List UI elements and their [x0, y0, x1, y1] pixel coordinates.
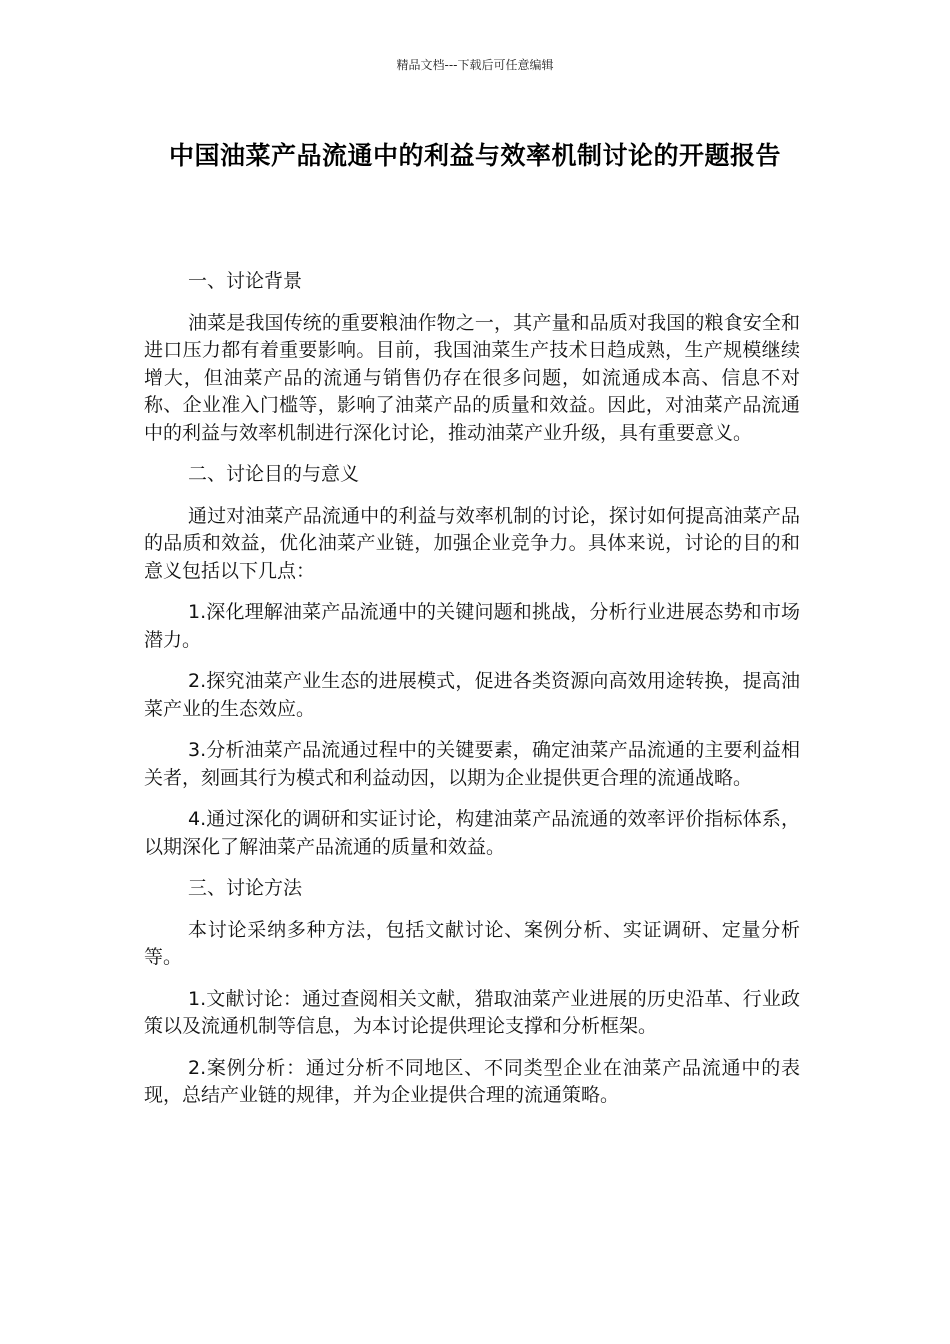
page-header: 精品文档---下载后可任意编辑	[396, 58, 554, 72]
list-item-purpose-4: 4.通过深化的调研和实证讨论，构建油菜产品流通的效率评价指标体系，以期深化了解油菜产品流通的质量和效益。	[144, 808, 800, 858]
document-title: 中国油菜产品流通中的利益与效率机制讨论的开题报告	[168, 141, 781, 170]
list-item-method-2: 2.案例分析：通过分析不同地区、不同类型企业在油菜产品流通中的表现，总结产业链的规律，并为企业提供合理的流通策略。	[144, 1056, 800, 1106]
section-heading-purpose: 二、讨论目的与意义	[188, 463, 360, 485]
list-item-purpose-1: 1.深化理解油菜产品流通中的关键问题和挑战，分析行业进展态势和市场潜力。	[144, 601, 800, 651]
section-heading-background: 一、讨论背景	[188, 270, 303, 292]
list-item-purpose-3: 3.分析油菜产品流通过程中的关键要素，确定油菜产品流通的主要利益相关者，刻画其行为模式和利益动因，以期为企业提供更合理的流通战略。	[144, 739, 800, 789]
list-item-purpose-2: 2.探究油菜产业生态的进展模式，促进各类资源向高效用途转换，提高油菜产业的生态效应。	[144, 670, 800, 720]
list-item-method-1: 1.文献讨论：通过查阅相关文献，猎取油菜产业进展的历史沿革、行业政策以及流通机制等信息，为本讨论提供理论支撑和分析框架。	[144, 987, 800, 1037]
paragraph-background: 油菜是我国传统的重要粮油作物之一，其产量和品质对我国的粮食安全和进口压力都有着重要影响。目前，我国油菜生产技术日趋成熟，生产规模继续增大，但油菜产品的流通与销售仍存在很多问题，如流通成本高、信息不对称、企业准入门槛等，影响了油菜产品的质量和效益。因此，对油菜产品流通中的利益与效率机制进行深化讨论，推动油菜产业升级，具有重要意义。	[144, 311, 800, 444]
section-heading-methods: 三、讨论方法	[188, 877, 303, 899]
paragraph-methods-intro: 本讨论采纳多种方法，包括文献讨论、案例分析、实证调研、定量分析等。	[144, 918, 800, 968]
paragraph-purpose-intro: 通过对油菜产品流通中的利益与效率机制的讨论，探讨如何提高油菜产品的品质和效益，优化油菜产业链，加强企业竞争力。具体来说，讨论的目的和意义包括以下几点：	[144, 504, 800, 582]
document-body	[144, 268, 800, 1124]
